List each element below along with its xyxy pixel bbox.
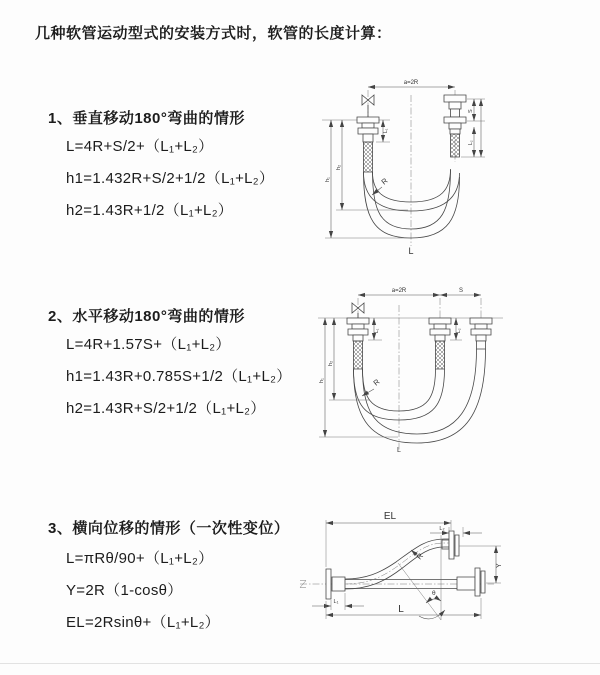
upper-flange-assembly	[442, 531, 459, 559]
dimension-l2	[468, 127, 474, 157]
dim-label-l: L	[398, 604, 404, 615]
dim-label-l2: L₂	[439, 526, 445, 532]
dimension-s	[461, 99, 485, 157]
page-title: 几种软管运动型式的安装方式时，软管的长度计算：	[35, 25, 392, 42]
section-3-formula-y: Y=2R（1-cosθ）	[66, 582, 183, 599]
radius-callout	[362, 377, 382, 396]
dimension-l1	[312, 593, 364, 610]
dim-label-l1: L₁	[383, 128, 389, 133]
section-2-formula-h2: h2=1.43R+S/2+1/2（L₁+L₂）	[66, 400, 266, 417]
section-2-formula-h1: h1=1.43R+0.785S+1/2（L₁+L₂）	[66, 368, 292, 385]
dimension-s	[440, 288, 481, 295]
dim-label-h2: h₂	[336, 164, 342, 170]
section-1-formula-h1: h1=1.432R+S/2+1/2（L₁+L₂）	[66, 170, 275, 187]
dim-label-h1: h₁	[319, 378, 325, 383]
hose-u-loops	[364, 169, 460, 238]
left-flange-assembly	[347, 318, 369, 369]
section-3-heading: 3、横向位移的情形（一次性变位）	[48, 520, 290, 537]
section-1-formula-h2: h2=1.43R+1/2（L₁+L₂）	[66, 202, 234, 219]
right-flange-assembly	[444, 95, 466, 157]
dim-label-l: L	[397, 447, 401, 454]
valve-icon	[362, 95, 374, 117]
diagram-vertical-180-bend	[310, 70, 600, 260]
right-flange-assembly-moved	[470, 318, 492, 349]
dim-label-l2: L₂	[456, 328, 462, 333]
section-3-formula-el: EL=2Rsinθ+（L₁+L₂）	[66, 614, 220, 631]
dim-label-h1: h₁	[325, 177, 331, 182]
diagram-horizontal-180-bend	[310, 280, 600, 460]
dim-label-el: EL	[383, 511, 397, 522]
dim-label-a2r: a=2R	[391, 288, 407, 294]
dim-label-l1: L₁	[374, 328, 380, 333]
dim-label-h2: h₂	[328, 360, 334, 366]
dim-label-a2r: a=2R	[403, 80, 419, 86]
dimension-a2r	[358, 288, 440, 295]
section-2-heading: 2、水平移动180°弯曲的情形	[48, 308, 245, 325]
braid-section	[364, 142, 373, 172]
dimension-l2	[450, 318, 462, 340]
section-1-formula-length: L=4R+S/2+（L₁+L₂）	[66, 138, 214, 155]
dim-label-l2: L₂	[468, 140, 474, 145]
dim-label-theta: θ	[432, 590, 436, 597]
radius-callout	[398, 535, 441, 620]
original-position-pipe	[345, 568, 485, 596]
section-2-formula-length: L=4R+1.57S+（L₁+L₂）	[66, 336, 231, 353]
dim-label-l: L	[408, 246, 414, 256]
braid-section	[354, 341, 363, 369]
dimension-l1	[368, 318, 382, 340]
braid-section	[436, 341, 445, 369]
dim-label-r: R	[371, 377, 382, 388]
dimension-a2r	[368, 80, 455, 87]
dimension-l	[326, 598, 481, 619]
hose-s-curve	[345, 539, 449, 589]
left-flange-assembly	[357, 117, 379, 172]
dim-label-r: R	[379, 176, 390, 187]
left-flange-assembly	[326, 569, 345, 599]
page-bottom-edge	[0, 663, 600, 664]
dimension-el	[326, 511, 451, 567]
middle-flange-assembly	[429, 318, 451, 369]
dim-label-l1: L₁	[333, 599, 339, 605]
hose-u-loops	[354, 349, 486, 443]
braid-section	[451, 134, 460, 157]
dim-label-s: S	[468, 109, 474, 113]
dim-label-r: R	[414, 551, 426, 562]
section-3-formula-length: L=πRθ/90+（L₁+L₂）	[66, 550, 214, 567]
dim-label-y: Y	[496, 563, 503, 568]
dim-label-s: S	[458, 288, 464, 294]
diagram-lateral-displacement	[298, 503, 598, 658]
section-1-heading: 1、垂直移动180°弯曲的情形	[48, 110, 245, 127]
